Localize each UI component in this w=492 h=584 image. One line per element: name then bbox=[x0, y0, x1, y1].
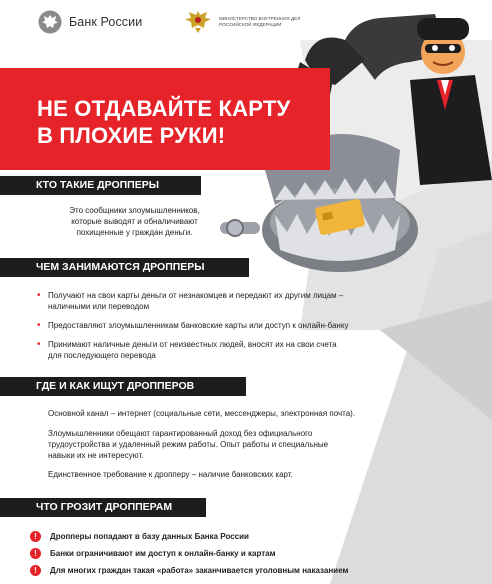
list-item bbox=[30, 545, 470, 562]
threat-item-3: Для многих граждан такая «работа» заканчивается уголовным наказанием bbox=[50, 566, 349, 575]
ministry-name: МИНИСТЕРСТВО ВНУТРЕННИХ ДЕЛ РОССИЙСКОЙ ФЕДЕРАЦИИ bbox=[219, 16, 301, 27]
what-item-1-line-2: наличными или переводом bbox=[48, 302, 150, 311]
who-line-3: похищенные у граждан деньги. bbox=[76, 228, 193, 237]
exclamation-icon: ! bbox=[30, 548, 41, 559]
bank-of-russia-logo bbox=[38, 10, 142, 34]
what-list bbox=[36, 290, 456, 369]
what-item-2-line-1: • Предоставляют злоумышленникам банковские карты или доступ к онлайн-банку bbox=[48, 321, 349, 330]
threat-list bbox=[30, 528, 470, 579]
bank-name: Банк России bbox=[69, 15, 143, 29]
list-item bbox=[36, 290, 456, 312]
where-p2-line-1: Злоумышленники обещают гарантированный доход без официального bbox=[48, 429, 313, 438]
poster-title-line-1: НЕ ОТДАВАЙТЕ КАРТУ bbox=[37, 96, 291, 121]
poster-title bbox=[37, 95, 290, 149]
section-header-where: ГДЕ И КАК ИЩУТ ДРОППЕРОВ bbox=[0, 377, 246, 396]
threat-item-2: Банки ограничивают им доступ к онлайн-банку и картам bbox=[50, 549, 276, 558]
exclamation-icon: ! bbox=[30, 565, 41, 576]
list-item bbox=[36, 339, 456, 361]
what-item-3-line-1: • Принимают наличные деньги от неизвестных людей, вносят их на свои счета bbox=[48, 340, 337, 349]
who-description bbox=[47, 205, 222, 238]
threat-item-1: Дропперы попадают в базу данных Банка России bbox=[50, 532, 249, 541]
where-paragraph-1: Основной канал – интернет (социальные сети, мессенджеры, электронная почта). bbox=[48, 409, 356, 418]
where-paragraph-3: Единственное требование к дропперу – наличие банковских карт. bbox=[48, 470, 293, 479]
list-item bbox=[30, 562, 470, 579]
list-item bbox=[30, 528, 470, 545]
who-line-2: которые выводят и обналичивают bbox=[71, 217, 198, 226]
poster-title-line-2: В ПЛОХИЕ РУКИ! bbox=[37, 123, 226, 148]
where-paragraph-2 bbox=[48, 428, 468, 461]
where-p2-line-3: навыки их не интересуют. bbox=[48, 451, 144, 460]
exclamation-icon: ! bbox=[30, 531, 41, 542]
what-item-3-line-2: для последующего перевода bbox=[48, 351, 156, 360]
list-item bbox=[36, 320, 456, 331]
section-header-what: ЧЕМ ЗАНИМАЮТСЯ ДРОППЕРЫ bbox=[0, 258, 249, 277]
where-p2-line-2: трудоустройства и удаленный режим работы. Опыт работы и специальные bbox=[48, 440, 329, 449]
who-line-1: Это сообщники злоумышленников, bbox=[69, 206, 200, 215]
section-header-threat: ЧТО ГРОЗИТ ДРОППЕРАМ bbox=[0, 498, 206, 517]
double-headed-eagle-icon bbox=[38, 10, 62, 34]
section-header-who: КТО ТАКИЕ ДРОППЕРЫ bbox=[0, 176, 201, 195]
what-item-1-line-1: • Получают на свои карты деньги от незнакомцев и передают их другим лицам – bbox=[48, 291, 344, 300]
